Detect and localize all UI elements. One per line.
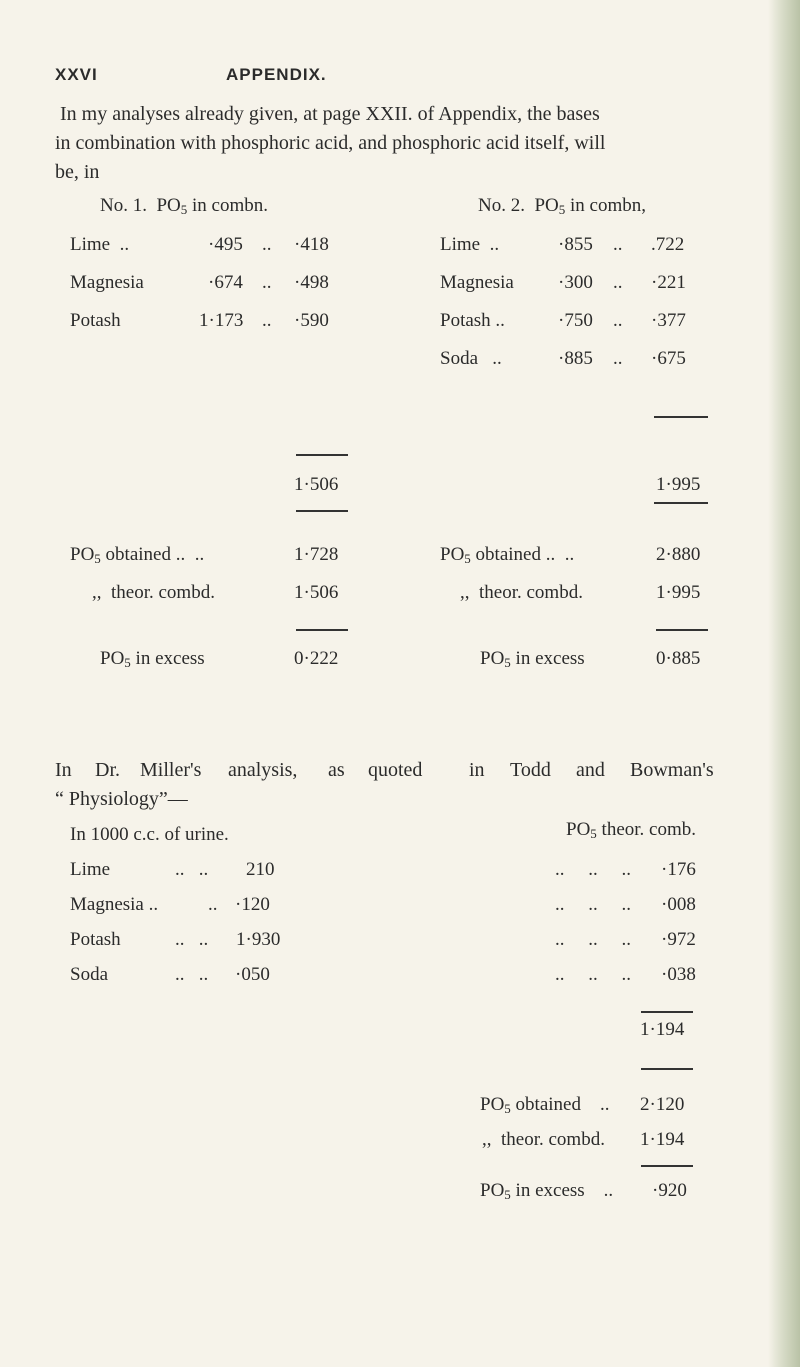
analysis-2-theor-value: 1·995 <box>656 582 701 603</box>
analysis-1-heading: No. 1. $PO_5$ in combn. <box>100 195 269 217</box>
page-edge-shadow <box>768 0 800 1367</box>
miller-obtained-value: 2·120 <box>640 1094 685 1115</box>
miller-col-heading-left: In 1000 c.c. of urine. <box>70 824 229 845</box>
analysis-1-total: 1·506 <box>294 474 339 495</box>
intro-line-3: be, in <box>55 161 100 183</box>
analysis-1-excess-value: 0·222 <box>294 648 339 669</box>
miller-line-2: “ Physiology”— <box>55 788 188 810</box>
page-title: APPENDIX. <box>226 65 327 84</box>
analysis-2-excess-value: 0·885 <box>656 648 701 669</box>
analysis-1-theor-value: 1·506 <box>294 582 339 603</box>
analysis-2-heading: No. 2. $PO_5$ in combn, <box>478 195 647 217</box>
analysis-1-obtained-value: 1·728 <box>294 544 339 565</box>
intro-line-2: in combination with phosphoric acid, and phosphoric acid itself, will <box>55 132 606 154</box>
analysis-2-total: 1·995 <box>656 474 701 495</box>
miller-theor-label: ,, theor. combd. <box>482 1129 605 1150</box>
intro-line-1: In my analyses already given, at page XXII. of Appendix, the bases <box>60 103 600 125</box>
page-number: XXVI <box>55 65 98 84</box>
sum-rule <box>654 502 708 504</box>
miller-obtained-label: $PO_5$ obtained .. <box>480 1094 610 1116</box>
miller-theor-value: 1·194 <box>640 1129 685 1150</box>
sum-rule <box>641 1011 693 1013</box>
analysis-2-obtained-label: $PO_5$ obtained .. .. <box>440 544 575 566</box>
sum-rule <box>296 629 348 631</box>
miller-excess-value: ·920 <box>652 1180 687 1201</box>
analysis-2-excess-label: $PO_5$ in excess <box>480 648 585 670</box>
sum-rule <box>656 629 708 631</box>
miller-col-heading-right: $PO_5$ theor. comb. <box>566 819 696 841</box>
analysis-1-obtained-label: $PO_5$ obtained .. .. <box>70 544 205 566</box>
sum-rule <box>296 510 348 512</box>
analysis-2-obtained-value: 2·880 <box>656 544 701 565</box>
sum-rule <box>654 416 708 418</box>
analysis-2-theor-label: ,, theor. combd. <box>460 582 583 603</box>
analysis-1-theor-label: ,, theor. combd. <box>92 582 215 603</box>
sum-rule <box>296 454 348 456</box>
analysis-1-excess-label: $PO_5$ in excess <box>100 648 205 670</box>
book-page: XXVI APPENDIX. In my analyses already given, at page XXII. of Appendix, the bases in combination with phosphoric acid, and phosphoric acid itself, will be, in No. 1. $PO_5$ in combn. Lime .. ·495 .. ·418 Magnesia ·674 .. ·498 Potash 1·173 .. ·590 1·506 $PO_5$ obtained .. .. 1·728 ,, theor. combd. 1·506 $PO_5$ in excess 0·222 No. 2. $PO_5$ in combn, Lime .. ·855 .. .722 Magnesia ·300 .. ·221 Potash .. ·750 .. ·377 Soda .. ·885 .. ·675 1·995 $PO_5$ obtained .. .. 2·880 ,, theor. combd. 1·995 $PO_5$ in excess 0·885 In Dr. Miller's analysis, as quoted in Todd and Bowman's “ Physiology”— In 1000 c.c. of urine. $PO_5$ theor. comb. Lime .. .. 210 .. .. .. ·176 Magnesia .. .. ·120 .. .. .. ·008 Potash .. .. 1·930 .. .. .. ·972 Soda .. .. ·050 .. .. .. ·038 1·194 $PO_5$ obtained .. 2·120 ,, theor. combd. 1·194 $PO_5$ in excess .. ·920 <box>0 0 800 1367</box>
sum-rule <box>641 1068 693 1070</box>
sum-rule <box>641 1165 693 1167</box>
miller-excess-label: $PO_5$ in excess .. <box>480 1180 614 1202</box>
miller-total: 1·194 <box>640 1019 685 1040</box>
